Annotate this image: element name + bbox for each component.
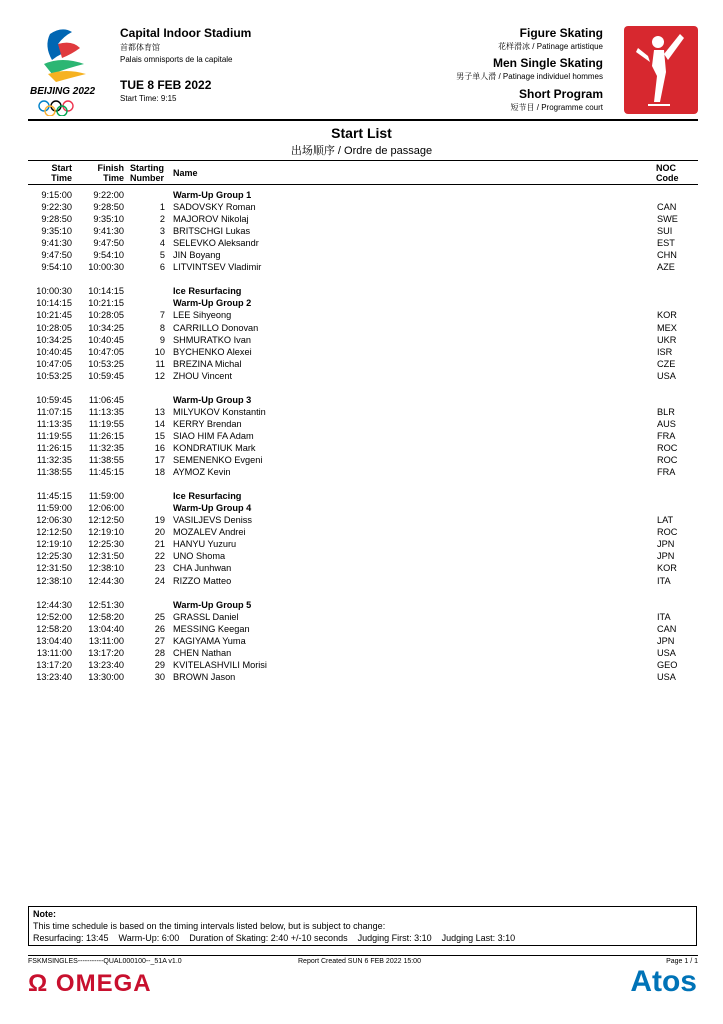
noc-code-cell: SWE [657, 214, 678, 225]
name-cell: Warm-Up Group 3 [173, 394, 252, 405]
noc-code-cell: JPN [657, 551, 675, 562]
finish-time-cell: 9:54:10 [93, 250, 124, 261]
report-created: Report Created SUN 6 FEB 2022 15:00 [298, 958, 421, 965]
start-time-cell: 10:40:45 [36, 346, 72, 357]
finish-time-cell: 12:38:10 [88, 563, 124, 574]
finish-time-cell: 12:19:10 [88, 527, 124, 538]
name-cell: MAJOROV Nikolaj [173, 214, 249, 225]
starting-number-cell: 21 [154, 539, 165, 550]
table-row [28, 575, 698, 587]
finish-time-cell: 10:59:45 [88, 370, 124, 381]
finish-time-cell: 13:23:40 [88, 659, 124, 670]
table-row-session [28, 502, 698, 514]
finish-time-cell: 11:32:35 [88, 442, 124, 453]
noc-code-cell: GEO [657, 659, 678, 670]
starting-number-cell: 1 [159, 202, 165, 213]
start-time-cell: 12:19:10 [36, 539, 72, 550]
finish-time-cell: 12:12:50 [88, 515, 124, 526]
finish-time-cell: 11:06:45 [88, 394, 124, 405]
table-row [28, 370, 698, 382]
starting-number-cell: 22 [154, 551, 165, 562]
table-row [28, 623, 698, 635]
noc-code-cell: JPN [657, 635, 675, 646]
starting-number-cell: 28 [154, 647, 165, 658]
name-cell: RIZZO Matteo [173, 575, 232, 586]
name-cell: Warm-Up Group 2 [173, 298, 252, 309]
venue-block [120, 26, 251, 103]
starting-number-cell: 2 [159, 214, 165, 225]
finish-time-cell: 11:45:15 [88, 467, 124, 478]
start-time-cell: 12:12:50 [36, 527, 72, 538]
starting-number-cell: 3 [159, 226, 165, 237]
name-cell: BROWN Jason [173, 671, 236, 682]
col-starting-number: Starting Number [129, 163, 164, 183]
noc-code-cell: KOR [657, 563, 677, 574]
title-sub: 出场顺序 / Ordre de passage [290, 145, 433, 157]
note-line-1: This time schedule is based on the timing intervals listed below, but is subject to change: [33, 921, 386, 931]
table-row [28, 430, 698, 442]
starting-number-cell: 6 [159, 262, 165, 273]
starting-number-cell: 19 [154, 515, 165, 526]
start-time-cell: 11:19:55 [36, 430, 72, 441]
start-time-cell: 10:53:25 [36, 370, 72, 381]
finish-time-cell: 11:59:00 [88, 491, 124, 502]
name-cell: SHMURATKO Ivan [173, 334, 251, 345]
start-time-cell: 13:17:20 [36, 659, 72, 670]
col-name: Name [173, 168, 198, 178]
table-row [28, 442, 698, 454]
start-time-cell: 11:13:35 [36, 418, 72, 429]
col-start-time: Start Time [51, 163, 72, 183]
noc-code-cell: ITA [657, 611, 671, 622]
start-time-cell: 12:38:10 [36, 575, 72, 586]
start-time-cell: 13:11:00 [36, 647, 72, 658]
title-main: Start List [331, 125, 392, 141]
start-time-cell: 9:22:30 [41, 202, 72, 213]
start-time-cell: 9:35:10 [41, 226, 72, 237]
table-row [28, 550, 698, 562]
name-cell: LEE Sihyeong [173, 310, 232, 321]
table-row-session [28, 394, 698, 406]
starting-number-cell: 27 [154, 635, 165, 646]
noc-code-cell: ROC [657, 442, 678, 453]
phase-name: Short Program [518, 87, 603, 101]
name-cell: ZHOU Vincent [173, 370, 233, 381]
finish-time-cell: 10:40:45 [88, 334, 124, 345]
event-name: Men Single Skating [492, 56, 603, 70]
table-row [28, 466, 698, 478]
start-list-table [28, 160, 698, 683]
starting-number-cell: 26 [154, 623, 165, 634]
name-cell: KAGIYAMA Yuma [173, 635, 246, 646]
table-row [28, 635, 698, 647]
starting-number-cell: 14 [154, 418, 165, 429]
table-row [28, 334, 698, 346]
start-time-cell: 10:47:05 [36, 358, 72, 369]
start-time-cell: 12:52:00 [36, 611, 72, 622]
table-header [28, 160, 698, 185]
finish-time-cell: 12:31:50 [88, 551, 124, 562]
finish-time-cell: 10:14:15 [88, 286, 124, 297]
finish-time-cell: 12:58:20 [88, 611, 124, 622]
table-row [28, 526, 698, 538]
noc-code-cell: USA [657, 370, 676, 381]
starting-number-cell: 17 [154, 455, 165, 466]
table-row [28, 562, 698, 574]
start-time-cell: 9:47:50 [41, 250, 72, 261]
note-line-2: Resurfacing: 13:45 Warm-Up: 6:00 Duration of Skating: 2:40 +/-10 seconds Judging First: 3:10 Judging Last: 3:10 [33, 933, 516, 943]
start-time-cell: 11:45:15 [36, 491, 72, 502]
starting-number-cell: 29 [154, 659, 165, 670]
start-time-cell: 9:54:10 [41, 262, 72, 273]
table-row [28, 249, 698, 261]
start-time-cell: 12:44:30 [36, 599, 72, 610]
finish-time-cell: 12:25:30 [88, 539, 124, 550]
table-row-session [28, 189, 698, 201]
finish-time-cell: 11:26:15 [88, 430, 124, 441]
finish-time-cell: 13:11:00 [88, 635, 124, 646]
start-time-cell: 10:14:15 [36, 298, 72, 309]
name-cell: Warm-Up Group 4 [173, 503, 252, 514]
note-title: Note: [33, 909, 56, 919]
finish-time-cell: 10:00:30 [88, 262, 124, 273]
noc-code-cell: CHN [657, 250, 677, 261]
start-time-cell: 10:21:45 [36, 310, 72, 321]
noc-code-cell: SUI [657, 226, 673, 237]
event-block [456, 26, 603, 113]
start-time-cell: 13:23:40 [36, 671, 72, 682]
col-noc-code: NOC Code [656, 163, 679, 183]
table-row [28, 322, 698, 334]
name-cell: CHEN Nathan [173, 647, 232, 658]
table-row [28, 454, 698, 466]
table-row-session [28, 599, 698, 611]
table-row [28, 514, 698, 526]
finish-time-cell: 10:21:15 [88, 298, 124, 309]
name-cell: BRITSCHGI Lukas [173, 226, 251, 237]
finish-time-cell: 12:51:30 [88, 599, 124, 610]
name-cell: SEMENENKO Evgeni [173, 455, 263, 466]
start-time-cell: 11:26:15 [36, 442, 72, 453]
starting-number-cell: 15 [154, 430, 165, 441]
starting-number-cell: 10 [154, 346, 165, 357]
finish-time-cell: 9:28:50 [93, 202, 124, 213]
starting-number-cell: 18 [154, 467, 165, 478]
venue-name-zh: 首都体育馆 [120, 43, 160, 52]
name-cell: CARRILLO Donovan [173, 322, 259, 333]
start-time-cell: 9:28:50 [41, 214, 72, 225]
name-cell: MOZALEV Andrei [173, 527, 246, 538]
event-date: TUE 8 FEB 2022 [120, 78, 212, 92]
table-row [28, 671, 698, 683]
table-row [28, 538, 698, 550]
finish-time-cell: 13:30:00 [88, 671, 124, 682]
table-row [28, 406, 698, 418]
table-row [28, 346, 698, 358]
starting-number-cell: 8 [159, 322, 165, 333]
starting-number-cell: 5 [159, 250, 165, 261]
table-row [28, 237, 698, 249]
starting-number-cell: 23 [154, 563, 165, 574]
start-time-cell: 9:15:00 [41, 190, 72, 200]
name-cell: GRASSL Daniel [173, 611, 239, 622]
finish-time-cell: 11:13:35 [88, 406, 124, 417]
starting-number-cell: 25 [154, 611, 165, 622]
start-time-cell: 11:38:55 [36, 467, 72, 478]
finish-time-cell: 10:47:05 [88, 346, 124, 357]
noc-code-cell: FRA [657, 467, 676, 478]
noc-code-cell: ITA [657, 575, 671, 586]
finish-time-cell: 9:22:00 [93, 190, 124, 200]
noc-code-cell: LAT [657, 515, 674, 526]
atos-logo: Atos [630, 965, 697, 998]
page-header [28, 20, 698, 120]
noc-code-cell: USA [657, 647, 676, 658]
name-cell: Warm-Up Group 5 [173, 599, 252, 610]
noc-code-cell: EST [657, 238, 675, 249]
name-cell: LITVINTSEV Vladimir [173, 262, 262, 273]
starting-number-cell: 16 [154, 442, 165, 453]
name-cell: JIN Boyang [173, 250, 221, 261]
finish-time-cell: 12:44:30 [88, 575, 124, 586]
starting-number-cell: 7 [159, 310, 165, 321]
noc-code-cell: ROC [657, 527, 678, 538]
col-finish-time: Finish Time [97, 163, 124, 183]
start-time-cell: 9:41:30 [41, 238, 72, 249]
starting-number-cell: 30 [154, 671, 165, 682]
note-box [28, 906, 697, 946]
table-row-session [28, 490, 698, 502]
table-row-session [28, 297, 698, 309]
table-row [28, 647, 698, 659]
report-code: FSKMSINGLES-----------QUAL000100--_51A v1.0 [28, 958, 182, 965]
omega-logo: Ω OMEGA [28, 970, 152, 997]
start-time-cell: 12:58:20 [36, 623, 72, 634]
finish-time-cell: 10:34:25 [88, 322, 124, 333]
start-time-cell: 12:31:50 [36, 563, 72, 574]
noc-code-cell: AUS [657, 418, 676, 429]
table-row [28, 225, 698, 237]
start-time-cell: 13:04:40 [36, 635, 72, 646]
start-time-cell: 11:07:15 [36, 406, 72, 417]
name-cell: CHA Junhwan [173, 563, 232, 574]
table-row [28, 418, 698, 430]
start-time-cell: 10:00:30 [36, 286, 72, 297]
name-cell: KONDRATIUK Mark [173, 442, 256, 453]
table-row [28, 309, 698, 321]
name-cell: AYMOZ Kevin [173, 467, 231, 478]
starting-number-cell: 20 [154, 527, 165, 538]
start-time-cell: 12:25:30 [36, 551, 72, 562]
header-divider [28, 119, 698, 121]
finish-time-cell: 13:17:20 [88, 647, 124, 658]
start-time: Start Time: 9:15 [120, 94, 177, 103]
name-cell: KVITELASHVILI Morisi [173, 659, 267, 670]
name-cell: SIAO HIM FA Adam [173, 430, 254, 441]
sport-name-sub: 花样滑冰 / Patinage artistique [498, 42, 603, 51]
name-cell: Warm-Up Group 1 [173, 190, 252, 200]
start-time-cell: 11:32:35 [36, 455, 72, 466]
name-cell: VASILJEVS Deniss [173, 515, 252, 526]
venue-name-fr: Palais omnisports de la capitale [120, 55, 233, 64]
starting-number-cell: 9 [159, 334, 165, 345]
name-cell: MESSING Keegan [173, 623, 250, 634]
noc-code-cell: KOR [657, 310, 677, 321]
start-time-cell: 12:06:30 [36, 515, 72, 526]
finish-time-cell: 12:06:00 [88, 503, 124, 514]
beijing-2022-logo [28, 24, 108, 116]
table-row [28, 201, 698, 213]
noc-code-cell: JPN [657, 539, 675, 550]
page-number: Page 1 / 1 [666, 958, 698, 965]
figure-skating-pictogram-icon [624, 26, 698, 114]
table-row [28, 261, 698, 273]
finish-time-cell: 9:47:50 [93, 238, 124, 249]
finish-time-cell: 11:38:55 [88, 455, 124, 466]
finish-time-cell: 13:04:40 [88, 623, 124, 634]
starting-number-cell: 13 [154, 406, 165, 417]
noc-code-cell: USA [657, 671, 676, 682]
starting-number-cell: 11 [155, 358, 165, 369]
noc-code-cell: CAN [657, 623, 677, 634]
noc-code-cell: MEX [657, 322, 677, 333]
table-body [28, 189, 698, 683]
start-time-cell: 10:59:45 [36, 394, 72, 405]
name-cell: SADOVSKY Roman [173, 202, 256, 213]
footer-divider [28, 955, 698, 956]
table-row [28, 611, 698, 623]
noc-code-cell: BLR [657, 406, 675, 417]
finish-time-cell: 11:19:55 [88, 418, 124, 429]
start-time-cell: 10:28:05 [36, 322, 72, 333]
starting-number-cell: 24 [154, 575, 165, 586]
start-time-cell: 11:59:00 [36, 503, 72, 514]
sport-name: Figure Skating [519, 26, 603, 40]
starting-number-cell: 12 [154, 370, 165, 381]
name-cell: HANYU Yuzuru [173, 539, 237, 550]
finish-time-cell: 9:35:10 [93, 214, 124, 225]
noc-code-cell: ISR [657, 346, 673, 357]
phase-name-sub: 短节目 / Programme court [510, 103, 603, 112]
name-cell: BYCHENKO Alexei [173, 346, 252, 357]
event-name-sub: 男子单人滑 / Patinage individuel hommes [456, 72, 603, 81]
noc-code-cell: CZE [657, 358, 676, 369]
table-row [28, 213, 698, 225]
noc-code-cell: ROC [657, 455, 678, 466]
noc-code-cell: CAN [657, 202, 677, 213]
table-row-session [28, 285, 698, 297]
venue-name: Capital Indoor Stadium [120, 26, 252, 40]
name-cell: Ice Resurfacing [173, 286, 242, 297]
finish-time-cell: 10:53:25 [88, 358, 124, 369]
noc-code-cell: AZE [657, 262, 675, 273]
name-cell: MILYUKOV Konstantin [173, 406, 266, 417]
name-cell: KERRY Brendan [173, 418, 242, 429]
document-title [0, 125, 723, 158]
name-cell: BREZINA Michal [173, 358, 242, 369]
finish-time-cell: 9:41:30 [93, 226, 124, 237]
starting-number-cell: 4 [159, 238, 165, 249]
table-row [28, 358, 698, 370]
noc-code-cell: FRA [657, 430, 676, 441]
svg-text:BEIJING 2022: BEIJING 2022 [30, 86, 96, 97]
finish-time-cell: 10:28:05 [88, 310, 124, 321]
noc-code-cell: UKR [657, 334, 677, 345]
name-cell: Ice Resurfacing [173, 491, 242, 502]
table-row [28, 659, 698, 671]
name-cell: UNO Shoma [173, 551, 226, 562]
start-time-cell: 10:34:25 [36, 334, 72, 345]
name-cell: SELEVKO Aleksandr [173, 238, 259, 249]
